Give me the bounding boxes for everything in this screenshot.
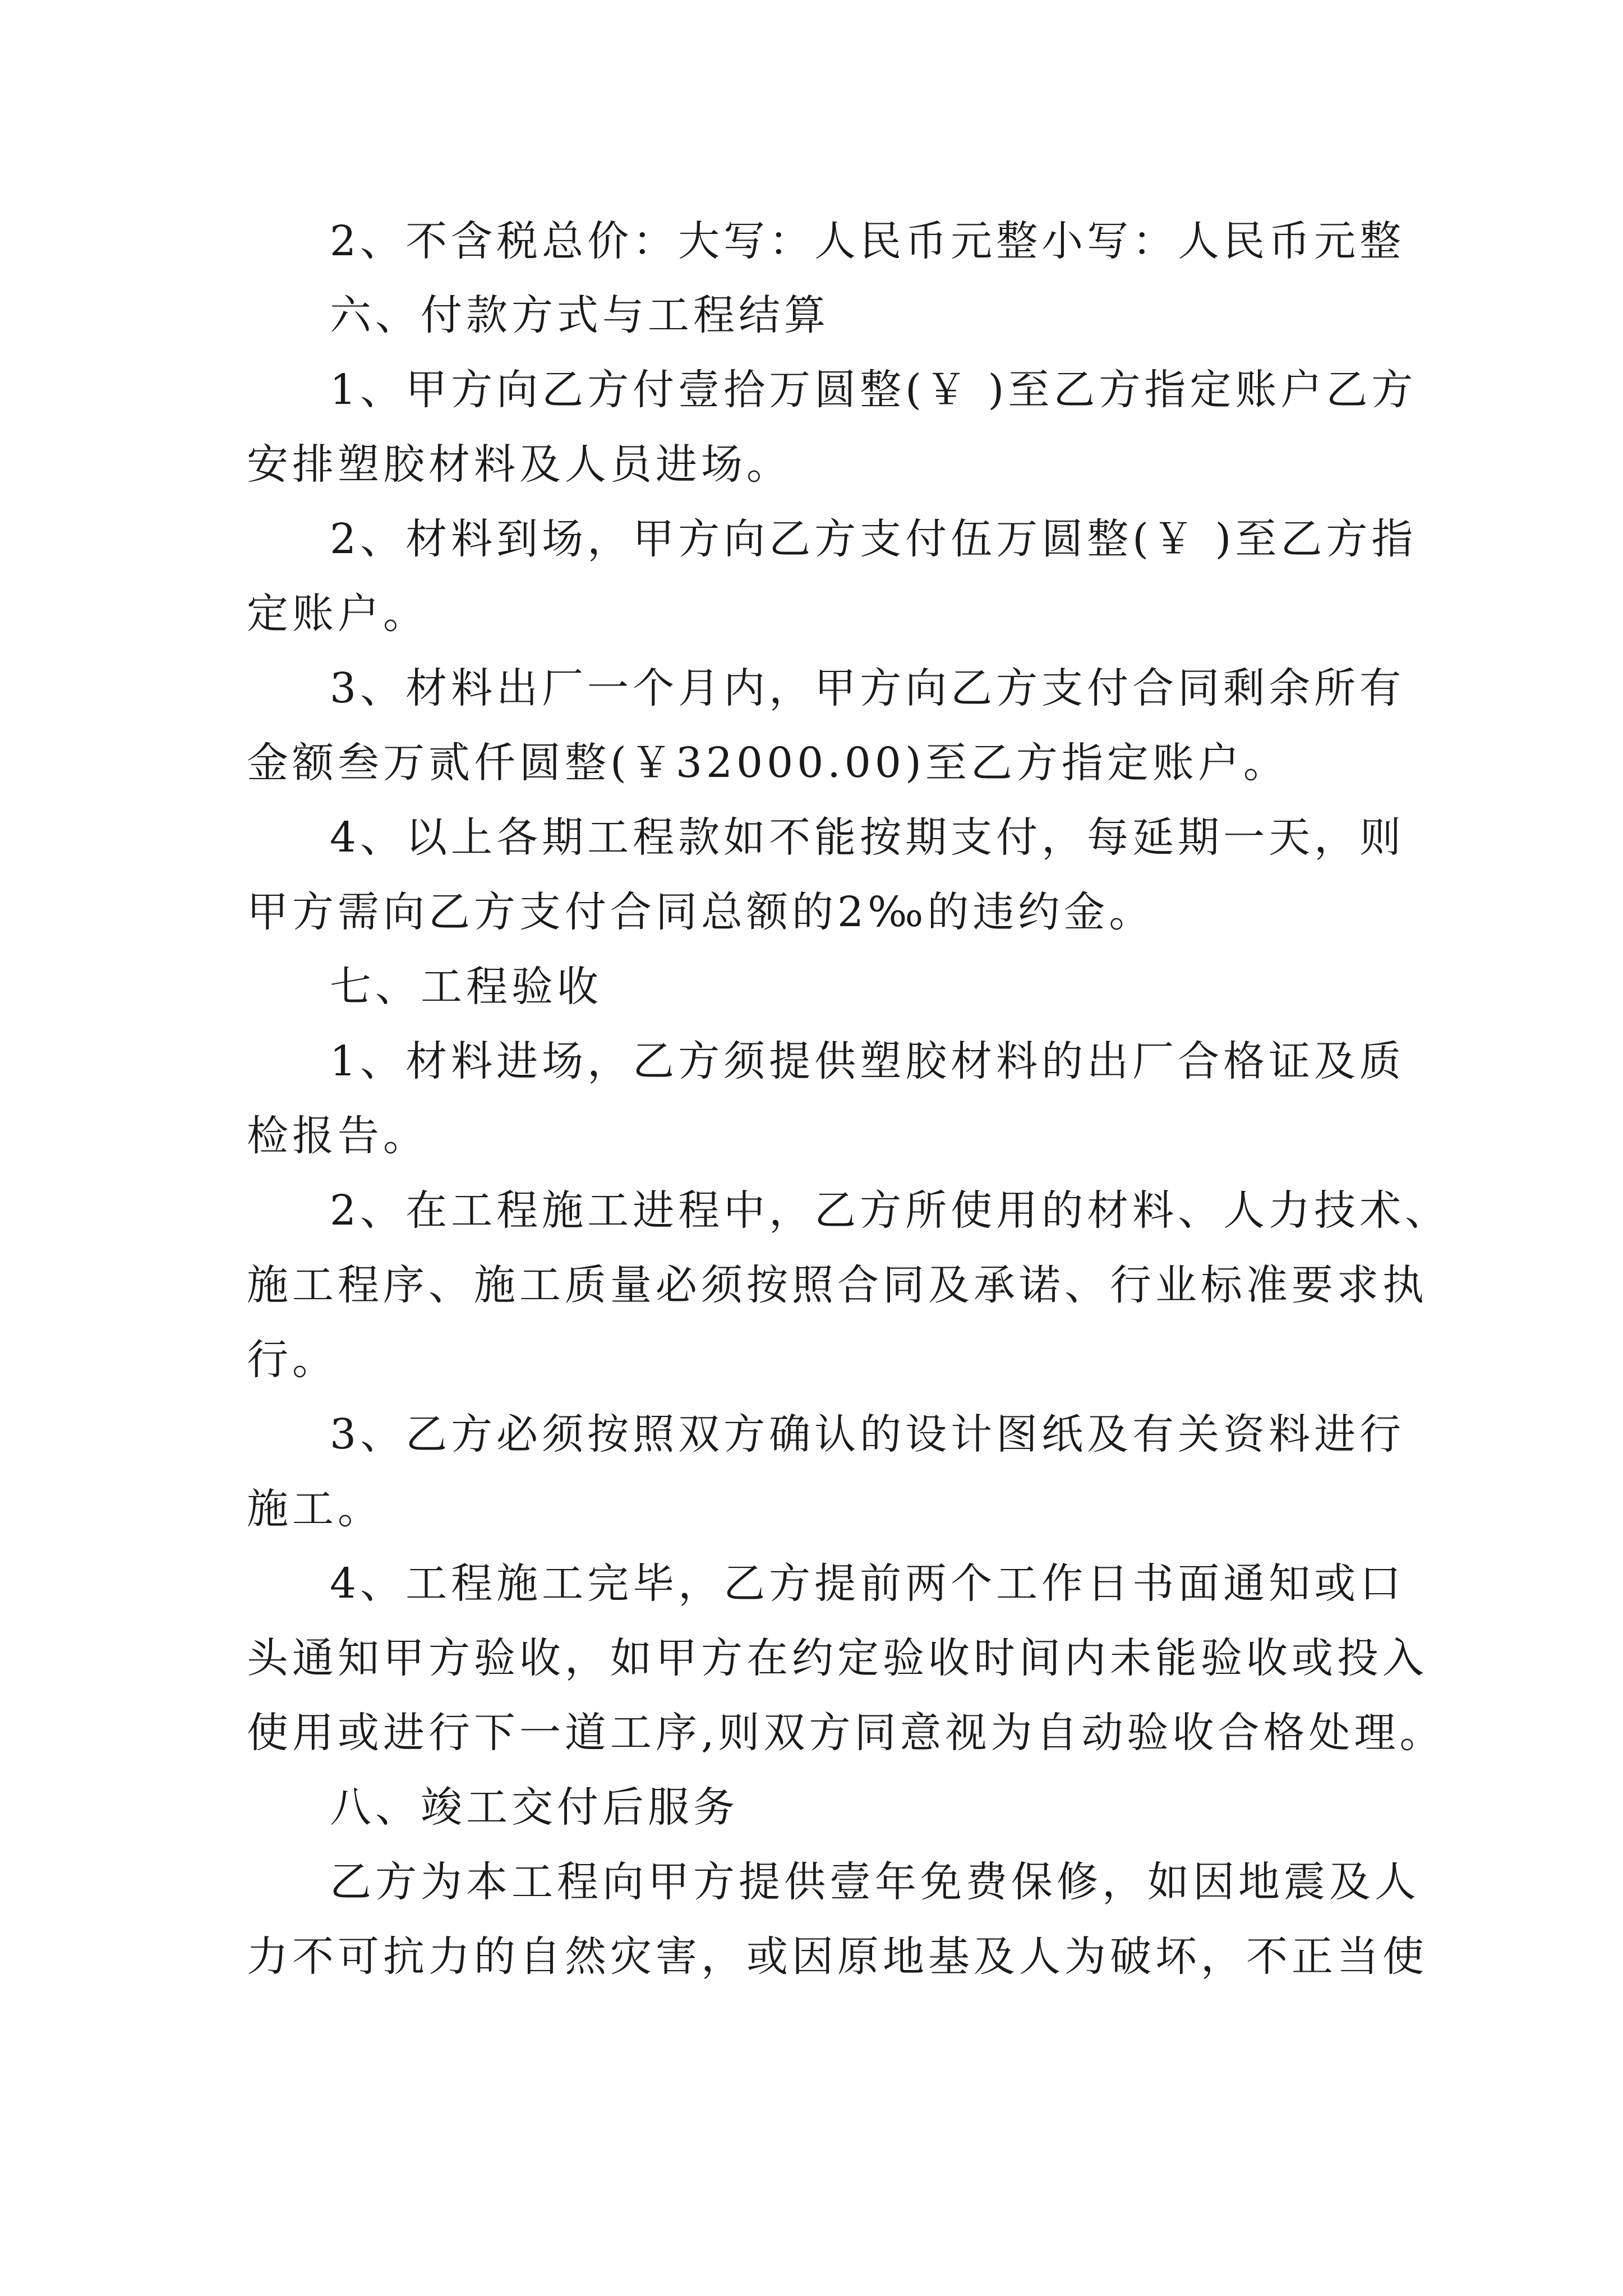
acceptance-item-3-line-2: 施工。 xyxy=(247,1485,383,1533)
warranty-line-1: 乙方为本工程向甲方提供壹年免费保修，如因地震及人 xyxy=(330,1858,1420,1906)
payment-item-1-line-2: 安排塑胶材料及人员进场。 xyxy=(247,440,792,489)
payment-item-4-line-2: 甲方需向乙方支付合同总额的2‰的违约金。 xyxy=(247,888,1155,936)
acceptance-item-1-line-2: 检报告。 xyxy=(247,1112,428,1160)
section-7-heading: 七、工程验收 xyxy=(330,963,602,1011)
acceptance-item-4-line-1: 4、工程施工完毕，乙方提前两个工作日书面通知或口 xyxy=(330,1559,1405,1608)
acceptance-item-4-line-2: 头通知甲方验收，如甲方在约定验收时间内未能验收或投入 xyxy=(247,1634,1428,1682)
section-8-heading: 八、竣工交付后服务 xyxy=(330,1783,739,1832)
acceptance-item-3-line-1: 3、乙方必须按照双方确认的设计图纸及有关资料进行 xyxy=(330,1410,1405,1458)
acceptance-item-2-line-2: 施工程序、施工质量必须按照合同及承诺、行业标准要求执 xyxy=(247,1261,1428,1309)
acceptance-item-4-line-3: 使用或进行下一道工序,则双方同意视为自动验收合格处理。 xyxy=(247,1709,1445,1757)
payment-item-3-line-1: 3、材料出厂一个月内，甲方向乙方支付合同剩余所有 xyxy=(330,664,1405,712)
payment-item-3-line-2: 金额叁万贰仟圆整(￥32000.00)至乙方指定账户。 xyxy=(247,739,1289,787)
price-total-line: 2、不含税总价：大写：人民币元整小写：人民币元整 xyxy=(330,217,1405,265)
acceptance-item-2-line-3: 行。 xyxy=(247,1336,338,1384)
acceptance-item-1-line-1: 1、材料进场，乙方须提供塑胶材料的出厂合格证及质 xyxy=(330,1037,1405,1085)
warranty-line-2: 力不可抗力的自然灾害，或因原地基及人为破坏，不正当使 xyxy=(247,1932,1428,1981)
payment-item-2-line-1: 2、材料到场，甲方向乙方支付伍万圆整(￥ )至乙方指 xyxy=(330,515,1417,563)
payment-item-2-line-2: 定账户。 xyxy=(247,590,428,638)
payment-item-4-line-1: 4、以上各期工程款如不能按期支付，每延期一天，则 xyxy=(330,813,1405,862)
payment-item-1-line-1: 1、甲方向乙方付壹拾万圆整(￥ )至乙方指定账户乙方 xyxy=(330,366,1417,414)
section-6-heading: 六、付款方式与工程结算 xyxy=(330,291,829,339)
acceptance-item-2-line-1: 2、在工程施工进程中，乙方所使用的材料、人力技术、 xyxy=(330,1186,1451,1235)
